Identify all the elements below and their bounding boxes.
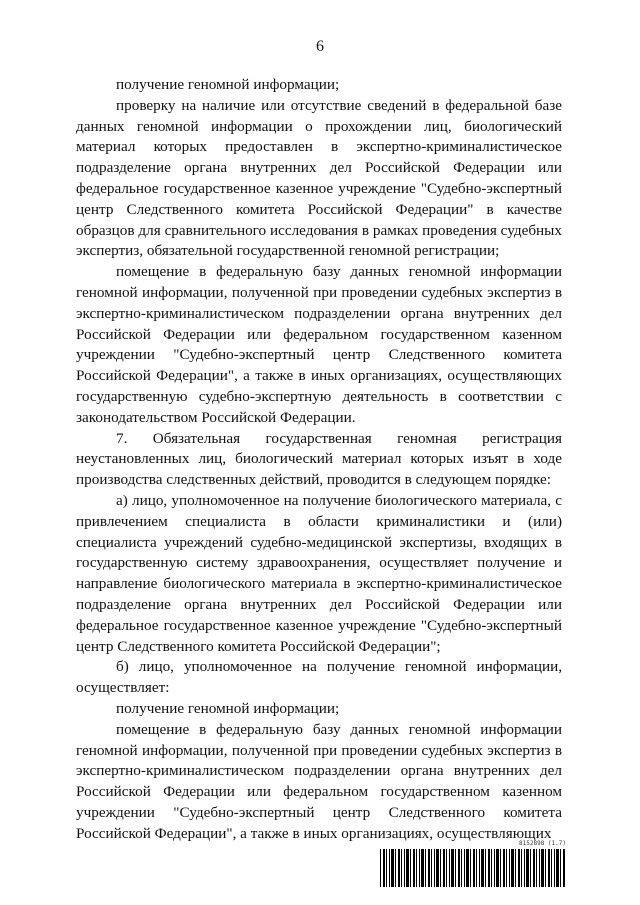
paragraph: проверку на наличие или отсутствие сведений в федеральной базе данных геномной информации о прохождении лиц, биологический материал которых предоставлен в экспертно-криминалистическое подразделение органа внутренних дел Российской Федерации или федеральное государственное казенное учреждение "Судебно-экспертный центр Следственного комитета Российской Федерации" в качестве образцов для сравнительного исследования в рамках проведения судебных экспертиз, обязательной государственной геномной регистрации; [76, 96, 562, 260]
barcode-icon [380, 849, 566, 887]
barcode-code: 8152898 (1.7) [519, 840, 566, 847]
paragraph: а) лицо, уполномоченное на получение биологического материала, с привлечением специалиста в области криминалистики и (или) специалиста учреждений судебно-медицинской экспертизы, входящих в государственную систему здравоохранения, осуществляет получение и направление биологического материала в экспертно-криминалистическое подразделение органа внутренних дел Российской Федерации или федеральное государственное казенное учреждение "Судебно-экспертный центр Следственного комитета Российской Федерации"; [76, 491, 562, 655]
paragraph: б) лицо, уполномоченное на получение геномной информации, осуществляет: [76, 658, 562, 697]
paragraph: помещение в федеральную базу данных геномной информации геномной информации, полученной при проведении судебных экспертиз в экспертно-криминалистическом подразделении органа внутренних дел Российской Федерации или федеральном государственном казенном учреждении "Судебно-экспертный центр Следственного комитета Российской Федерации", а также в иных организациях, осуществляющих государственную судебно-экспертную деятельность в соответствии с законодательством Российской Федерации. [76, 263, 562, 426]
paragraph: получение геномной информации; [116, 699, 340, 717]
paragraph: получение геномной информации; [116, 76, 340, 93]
document-body [76, 75, 562, 844]
paragraph: 7. Обязательная государственная геномная регистрация неустановленных лиц, биологический материал которых изъят в ходе производства следственных действий, проводится в следующем порядке: [76, 429, 562, 489]
page-number: 6 [316, 38, 324, 55]
barcode-block [380, 840, 566, 887]
paragraph: помещение в федеральную базу данных геномной информации геномной информации, полученной при проведении судебных экспертиз в экспертно-криминалистическом подразделении органа внутренних дел Российской Федерации или федеральном государственном казенном учреждении "Судебно-экспертный центр Следственного комитета Российской Федерации", а также в иных организациях, осуществляющих [76, 720, 562, 842]
